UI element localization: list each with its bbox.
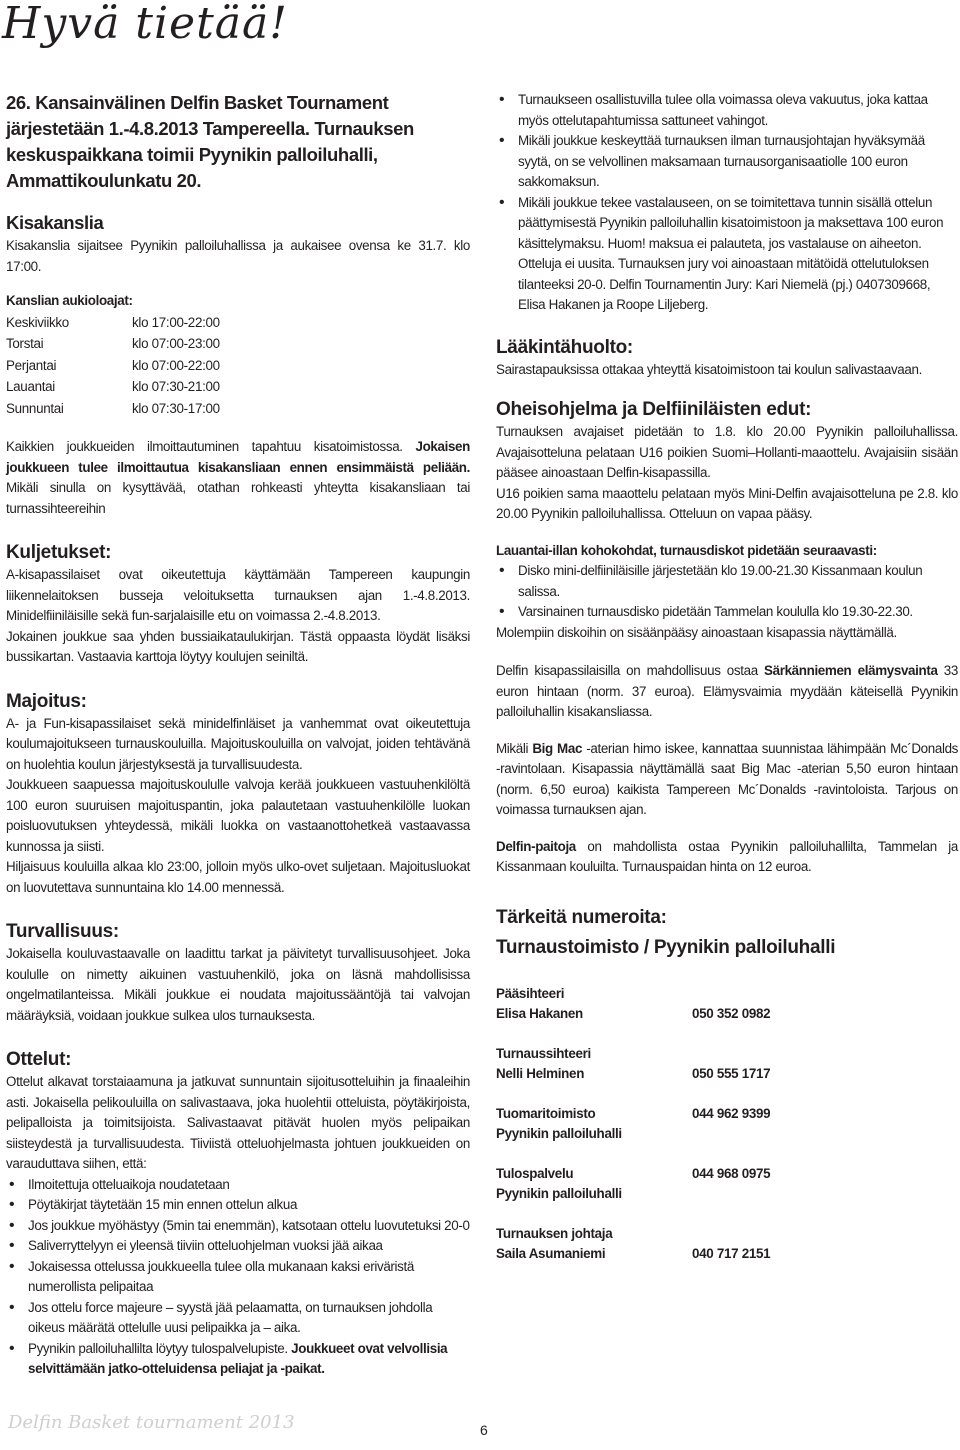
page-title: Hyvä tietää!: [2, 0, 288, 49]
contacts: [496, 984, 958, 1264]
registration-text-2: Mikäli sinulla on kysyttävää, otathan rohkeasti yhteytta kisakansliaan tai turnassihteereihin: [6, 480, 470, 516]
left-column: [6, 90, 470, 1380]
hours-row: Perjantai klo 07:00-22:00: [6, 357, 220, 373]
list-item: • Pyynikin palloiluhallilta löytyy tulospalvelupiste. Joukkueet ovat velvollisia selvittämään jatko-otteluidensa peliajat ja -paikat.: [6, 1339, 470, 1380]
registration-bold: Jokaisen joukkueen tulee ilmoittautua kisakansliaan ennen ensimmäistä peliään.: [6, 439, 470, 475]
kisakanslia-heading: Kisakanslia: [6, 212, 104, 233]
hours-row: Sunnuntai klo 07:30-17:00: [6, 400, 220, 416]
list-item: • Mikäli joukkue keskeyttää turnauksen ilman turnausjohtajan hyväksymää syytä, on se velvollinen maksamaan turnausorganisaatiolle 100 euron sakkomaksun.: [496, 131, 958, 193]
numbers-heading: Tärkeitä numeroita:: [496, 906, 667, 928]
hours-row: Lauantai klo 07:30-21:00: [6, 379, 220, 394]
bigmac-paragraph: Mikäli Big Mac -aterian himo iskee, kannattaa suunnistaa lähimpään Mc´Donalds -ravintolaan. Kisapassia näyttämällä saat Big Mac -aterian 5,50 euron hintaan (norm. 6,50 euroa) kaikista Tampereen Mc´Donalds -ravintoloista. Tarjous on voimassa turnauksen ajan.: [496, 740, 959, 817]
ottelut-heading: Ottelut:: [6, 1049, 72, 1070]
intro-paragraph: 26. Kansainvälinen Delfin Basket Tournament järjestetään 1.-4.8.2013 Tampereella. Turnauksen keskuspaikkana toimii Pyynikin palloiluhalli, Ammattikoulunkatu 20.: [6, 92, 414, 191]
contact-item: Turnauksen johtaja Saila Asumaniemi 040 717 2151: [496, 1225, 771, 1261]
majoitus-heading: Majoitus:: [6, 690, 87, 712]
list-item: • Jokaisessa ottelussa joukkueella tulee olla mukanaan kaksi eriväristä numerollista pelipaitaa: [6, 1257, 470, 1298]
kisakanslia-text: Kisakanslia sijaitsee Pyynikin palloiluhallissa ja aukaisee ovensa ke 31.7. klo 17:00.: [6, 238, 470, 274]
lauantai-heading: Lauantai-illan kohokohdat, turnausdiskot pidetään seuraavasti:: [496, 542, 877, 558]
contact-item: Tulospalvelu 044 968 0975 Pyynikin palloiluhalli: [496, 1165, 771, 1201]
hours-row: Torstai klo 07:00-23:00: [6, 336, 220, 351]
contact-item: Tuomaritoimisto 044 962 9399 Pyynikin palloiluhalli: [496, 1105, 771, 1141]
laakinta-heading: Lääkintähuolto:: [496, 336, 633, 358]
list-item: • Mikäli joukkue tekee vastalauseen, on se toimitettava tunnin sisällä ottelun päättymisestä Pyynikin palloiluhallin kisatoimistoon ja maksettava 100 euron käsittelymaksu. Huom! maksua ei palauteta, jos vastalause on aiheeton. Otteluja ei uusita. Turnauksen jury voi ainoastaan mitätöidä ottelutuloksen tilanteeksi 20-0. Delfin Tournamentin Jury: Kari Niemelä (pj.) 0407309668, Elisa Hakanen ja Roope Liljeberg.: [496, 193, 958, 316]
oheisohjelma-p2: U16 poikien sama maaottelu pelataan myös Mini-Delfin avajaisotteluna pe 2.8. klo 20.00 Pyynikin palloiluhallissa. Otteluun on vapaa pääsy.: [496, 485, 958, 521]
list-item: • Jos ottelu force majeure – syystä jää pelaamatta, on turnauksen johdolla oikeus määrätä ottelulle uusi pelipaikka ja – aika.: [6, 1298, 470, 1339]
paita-paragraph: Delfin-paitoja on mahdollista ostaa Pyynikin palloiluhallilta, Tammelan ja Kissanmaan kouluilta. Turnauspaidan hinta on 12 euroa.: [496, 838, 958, 874]
disko-note: Molempiin diskoihin on sisäänpääsy ainoastaan kisapassia näyttämällä.: [496, 624, 897, 640]
page-number: 6: [480, 1422, 488, 1438]
rules-list: [496, 90, 958, 316]
hours-table: [6, 312, 470, 420]
majoitus-p2: Joukkueen saapuessa majoituskoululle valvoja kerää joukkueen vastuuhenkilöltä 100 euron suuruisen majoituspantin, joka palautetaan vastuuhenkilölle luokan poisluovutuksen yhteydessä, mikäli luokka on vastaanottohetkeä vastaavassa kunnossa ja siisti.: [6, 777, 470, 854]
list-item: • Pöytäkirjat täytetään 15 min ennen ottelun alkua: [6, 1195, 470, 1216]
hours-heading: Kanslian aukioloajat:: [6, 293, 133, 308]
ottelut-list: [6, 1175, 470, 1380]
list-item: • Turnaukseen osallistuvilla tulee olla voimassa oleva vakuutus, joka kattaa myös ottelutapahtumissa sattuneet vahingot.: [496, 90, 958, 131]
list-item: • Varsinainen turnausdisko pidetään Tammelan koululla klo 19.30-22.30.: [496, 602, 958, 623]
oheisohjelma-heading: Oheisohjelma ja Delfiiniläisten edut:: [496, 399, 812, 420]
list-item: • Saliverryttelyyn ei yleensä tiiviin otteluohjelman vuoksi jää aikaa: [6, 1236, 470, 1257]
list-item: • Ilmoitettuja otteluaikoja noudatetaan: [6, 1175, 470, 1196]
kuljetukset-p1: A-kisapassilaiset ovat oikeutettuja käyttämään Tampereen kaupungin liikennelaitoksen busseja veloituksetta turnauksen ajan 1.-4.8.2013. Minidelfiiniläisille sekä fun-sarjalaisille etu on voimassa 2.-4.8.2013.: [6, 567, 470, 623]
disko-list: [496, 561, 958, 623]
turvallisuus-text: Jokaisella kouluvastaavalle on laadittu tarkat ja päivitetyt turvallisuusohjeet. Joka koululle on nimetty aikuinen vastuuhenkilö, joka on läsnä mahdollisissa ongelmatilanteissa. Mikäli joukkue ei noudata majoitussääntöjä tai valvojan määräyksiä, voidaan joukkue sulkea ulos turnauksesta.: [6, 946, 470, 1023]
contact-item: Turnaussihteeri Nelli Helminen 050 555 1717: [496, 1045, 771, 1081]
list-item: • Disko mini-delfiiniläisille järjestetään klo 19.00-21.30 Kissanmaan koulun salissa.: [496, 561, 958, 602]
oheisohjelma-p1: Turnauksen avajaiset pidetään to 1.8. klo 20.00 Pyynikin palloiluhallissa. Avajaisotteluna pelataan U16 poikien Suomi–Hollanti-maaottelu. Avajaisiin sisään pääsee ainoastaan Delfin-kisapassilla.: [496, 424, 958, 480]
ottelut-text: Ottelut alkavat torstaiaamuna ja jatkuvat sunnuntain sijoitusotteluihin ja finaaleihin asti. Jokaisella pelikouluilla on salivastaava, joka huolehtii otteluista, pöytäkirjoista, pelipalloista ja toimitsijoista. Salivastaavat pitävät huolen myös pelipaikan siisteydestä ja turvallisuudesta. Tiiviistä otteluohjelmasta johtuen joukkueiden on varauduttava siihen, että:: [6, 1074, 470, 1171]
kuljetukset-p2: Jokainen joukkue saa yhden bussiaikataulukirjan. Tästä oppaasta löydät lisäksi bussikartan. Vastaavia karttoja löytyy koulujen seiniltä.: [6, 628, 470, 664]
hours-row: Keskiviikko klo 17:00-22:00: [6, 314, 220, 330]
footer-brand: Delfin Basket tournament 2013: [8, 1412, 295, 1433]
turvallisuus-heading: Turvallisuus:: [6, 921, 119, 942]
registration-text: Kaikkien joukkueiden ilmoittautuminen tapahtuu kisatoimistossa.: [6, 439, 403, 454]
kuljetukset-heading: Kuljetukset:: [6, 542, 112, 563]
numbers-subheading: Turnaustoimisto / Pyynikin palloiluhalli: [496, 936, 836, 958]
contact-item: Pääsihteeri Elisa Hakanen 050 352 0982: [496, 985, 771, 1021]
laakinta-text: Sairastapauksissa ottakaa yhteyttä kisatoimistoon tai koulun salivastaavaan.: [496, 361, 922, 377]
sarkanniemi-paragraph: Delfin kisapassilaisilla on mahdollisuus ostaa Särkänniemen elämysvainta 33 euron hintaan (norm. 37 euroa). Elämysvaimia myydään käteisellä Pyynikin palloiluhallin kisakansliassa.: [496, 663, 958, 719]
majoitus-p3: Hiljaisuus kouluilla alkaa klo 23:00, jolloin myös ulko-ovet suljetaan. Majoitusluokat on luovutettava sunnuntaina klo 14.00 mennessä.: [6, 859, 470, 895]
right-column: [496, 90, 958, 1264]
majoitus-p1: A- ja Fun-kisapassilaiset sekä minidelfinläiset ja vanhemmat ovat oikeutettuja koulumajoitukseen turnauskouluilla. Majoituskouluilla on valvojat, joiden tehtävänä on huolehtia koulun järjestyksestä ja turvallisuudesta.: [6, 715, 470, 772]
registration-paragraph: [6, 437, 470, 519]
list-item: • Jos joukkue myöhästyy (5min tai enemmän), katsotaan ottelu luovutetuksi 20-0: [6, 1216, 470, 1237]
